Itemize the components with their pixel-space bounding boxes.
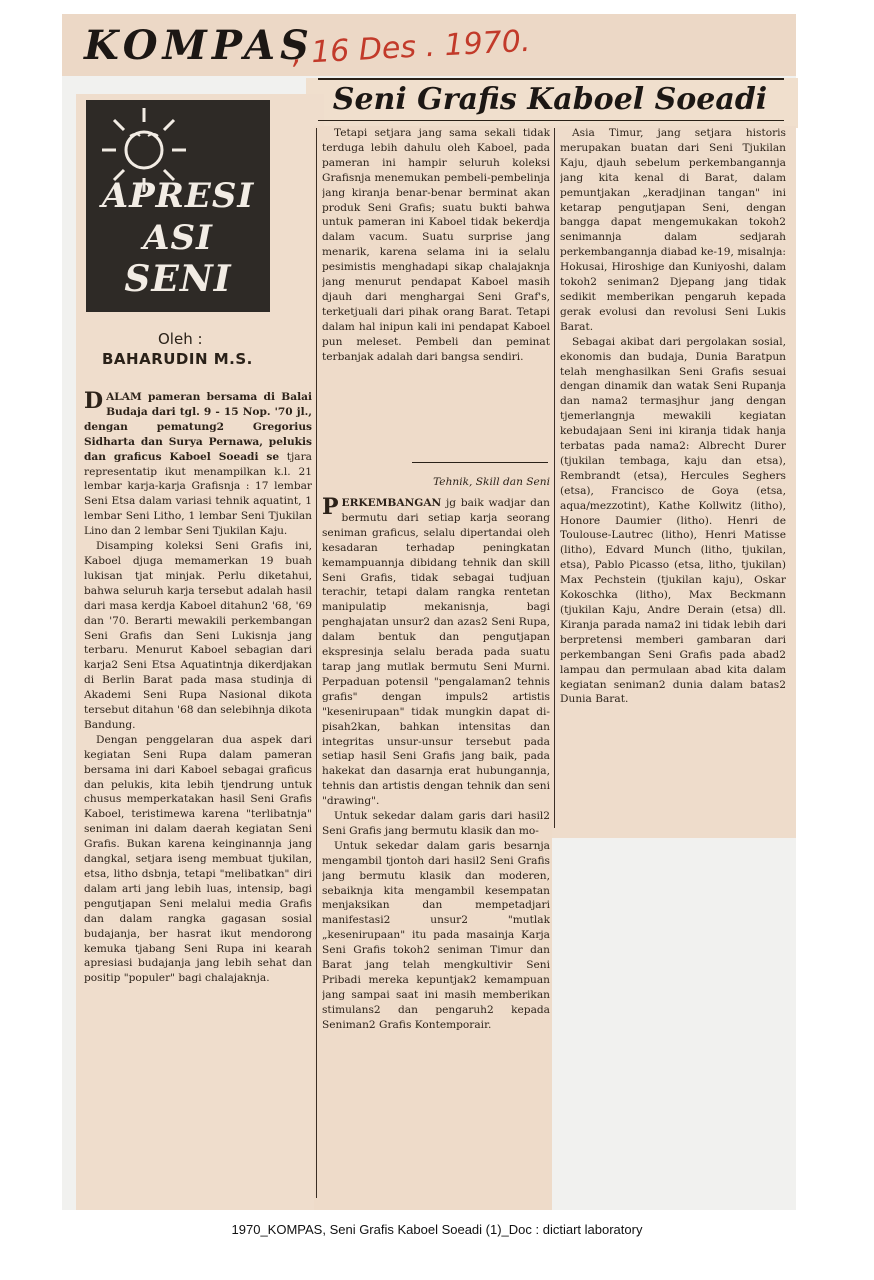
article-column-2-top: [322, 126, 550, 456]
handwritten-date: , 16 Des . 1970.: [291, 23, 532, 72]
column-divider-2: [554, 128, 555, 828]
paragraph-col2-4: Untuk sekedar dalam garis besarnja mengambil tjontoh dari hasil2 Seni Grafis jang bermutu klasik dan moderen, sebaiknja kita mengambil kesempatan menjaksikan dan mempetadjari manifestasi2 unsur2 "mutlak „kesenirupaan" itu pada masainja Karja Seni Grafis tokoh2 seniman Timur dan Barat jang telah mengkultivir Seni Pribadi mereka kepuntjak2 kemampuan jang sampai saat ini masih memberikan stimulans2 dan pengaruh2 kepada Seniman2 Grafis Kontemporair.: [322, 839, 550, 1031]
headline-rule-top: [318, 78, 784, 80]
lead-paragraph-bold: ALAM pameran bersama di Balai Budaja dari tgl. 9 - 15 Nop. '70 jl., dengan pematung2 Gregorius Sidharta dan Surya Pernawa, pelukis dan graficus Kaboel Soeadi se: [84, 391, 312, 463]
dropcap-p: P: [322, 496, 339, 520]
headline-rule-bottom: [318, 120, 784, 121]
section-lead-bold: ERKEMBANGAN: [341, 497, 442, 509]
article-column-2-bottom: [322, 496, 550, 1196]
logo-line-2: ASI: [143, 218, 213, 258]
newspaper-masthead: KOMPAS: [84, 22, 314, 69]
paragraph-3: Dengan penggelaran dua aspek dari kegiatan Seni Rupa dalam pameran bersama ini dari Kaboel sebagai graficus dan pelukis, kita lebih tjendrung untuk chusus memperkatakan hasil Seni Grafis Kaboel, teristimewa karena "terlibatnja" seniman ini dalam daerah kegiatan Seni Grafis. Bukan karena keinginannja jang dangkal, setjara iseng membuat tjukilan, etsa, litho dsbnja, tetapi "melibatkan" diri dalam arti jang lebih luas, intensip, bagi pengutjapan Seni melalui media Grafis dan dalam rangka gagasan sosial budajanja, ber hasrat ikut mendorong kemuka tjabang Seni Rupa ini kearah apresiasi budajanja jang lebih sehat dan positip "populer" bagi chalajaknja.: [84, 733, 312, 985]
logo-line-1: APRESI: [101, 176, 255, 216]
paragraph-col3-1: Asia Timur, jang setjara historis merupakan buatan dari Seni Tjukilan Kaju, djauh sebelum perkembangannja jang kita kenal di Barat, dalam pemuntjakan „keradjinan tangan" ini ketarap pengutjapan Seni, dengan bangga dapat mengemukakan tokoh2 senimannja dalam sedjarah perkembangannja diabad ke-19, misalnja: Hokusai, Hiroshige dan Kuniyoshi, dalam tokoh2 seniman2 Djepang jang tidak sedikit memberikan pengaruh kepada gerak evolusi dan revolusi Seni Lukis Barat.: [560, 127, 786, 333]
column-divider-1: [316, 128, 317, 1198]
paragraph-col2-3: Untuk sekedar dalam garis dari hasil2 Seni Grafis jang bermutu klasik dan mo-: [322, 810, 550, 837]
section-subhead: Tehnik, Skill dan Seni: [433, 476, 550, 488]
article-column-1: [84, 390, 312, 1210]
paragraph-col3-2: Sebagai akibat dari pergolakan sosial, ekonomis dan budaja, Dunia Baratpun telah menghasilkan Seni Grafis sesuai dengan dinamik dan watak Seni Rupanja dan nama2 termasjhur jang dengan tjemerlangnja mewakili kegiatan kebudajaan Seni ini kiranja tidak hanja terbatas pada nama2: Albrecht Durer (tjukilan tembaga, kaju dan etsa), Rembrandt (etsa), Hercules Seghers (etsa), Francisco de Goya (etsa, aqua/mezzotint), Kathe Kollwitz (litho), Honore Daumier (litho). Henri de Toulouse-Lautrec (litho), Henri Matisse (litho), Edvard Munch (litho, tjukilan, etsa), Pablo Picasso (etsa, litho, tjukilan) Max Pechstein (tjukilan kaju), Oskar Kokoschka (litho), Max Beckmann (tjukilan Kaju, Andre Derain (etsa) dll. Kiranja parada nama2 ini tidak lebih dari berpretensi memberi gambaran dari perkembangan Seni Grafis pada abad2 lampau dan permulaan abad kita dalam kegiatan seniman2 dunia dalam batas2 Dunia Barat.: [560, 335, 786, 706]
byline-author: BAHARUDIN M.S.: [102, 350, 253, 368]
paragraph-1-rest: tjara representatip ikut menampilkan k.l. 21 lembar karja-karja Grafisnja : 17 lembar Seni Etsa dalam variasi tehnik aquatint, 1 lembar Seni Litho, 1 lembar Seni Tjukilan Lino dan 2 lembar Seni Tjukilan Kaju.: [84, 450, 312, 538]
paragraph-col2-2-rest: jg baik wadjar dan bermutu dari setiap karja seorang seniman graficus, selalu dipertandai oleh kesadaran terhadap peningkatan kemampuannja dibidang tehnik dan skill Seni Grafis, tidak sebagai tudjuan terachir, tetapi dalam rangka rentetan manipulatip mekanisnja, bagi penghajatan unsur2 dan azas2 Seni Rupa, dalam bentuk dan pengutjapan ekspresinja selalu berada pada suatu tarap jang mutlak bermutu Seni Murni. Perpaduan potensil "pengalaman2 tehnis grafis" dengan impuls2 artistis "kesenirupaan" tidak mungkin dapat di-pisah2kan, bahkan intensitas dan integritas unsur-unsur tersebut pada setiap hasil Seni Grafis jang baik, pada hakekat dan dasarnja erat hubungannja, tehnis dan artistis dengan tehnik dan seni "drawing".: [322, 497, 550, 808]
byline-prefix: Oleh :: [158, 330, 203, 348]
article-headline: Seni Grafis Kaboel Soeadi: [332, 82, 768, 117]
paragraph-2: Disamping koleksi Seni Grafis ini, Kaboel djuga memamerkan 19 buah lukisan tjat minjak. Perlu diketahui, bahwa seluruh karja tersebut adalah hasil dari masa kerdja Kaboel ditahun2 '68, '69 dan '70. Berarti mewakili perkembangan Seni Grafis dan Seni Lukisnja jang terbaru. Menurut Kaboel sebagian dari karja2 Seni Etsa Aquatintnja dikerdjakan di Berlin Barat pada masa studinja di Akademi Seni Rupa Nasional dikota tersebut ditahun '68 dan selebihnja dikota Bandung.: [84, 540, 312, 731]
subhead-rule: [412, 462, 548, 463]
dropcap-d: D: [84, 390, 104, 414]
article-column-3: [560, 126, 786, 830]
logo-line-3: SENI: [124, 258, 232, 300]
document-caption: 1970_KOMPAS, Seni Grafis Kaboel Soeadi (1)_Doc : dictiart laboratory: [231, 1222, 643, 1237]
apresiasi-seni-logo: [86, 100, 270, 312]
paragraph-col2-1: Tetapi setjara jang sama sekali tidak terduga lebih dahulu oleh Kaboel, pada pameran ini hampir seluruh koleksi Grafisnja menemukan pembeli-pembelinja jang kiranja benar-benar berminat akan produk Seni Grafis; suatu bukti bahwa untuk pameran ini Kaboel tidak bekerdja dalam vacum. Suatu surprise jang menarik, karena selama ini ia selalu pesimistis menghadapi sikap chalajaknja jang menurut pendapat Kaboel masih djauh dari menghargai Seni Graf's, terketjuali dari pihak orang Barat. Tetapi dalam hal inipun kali ini pendapat Kaboel pun meleset. Pembeli dan peminat terbanjak adalah dari bangsa sendiri.: [322, 127, 550, 363]
